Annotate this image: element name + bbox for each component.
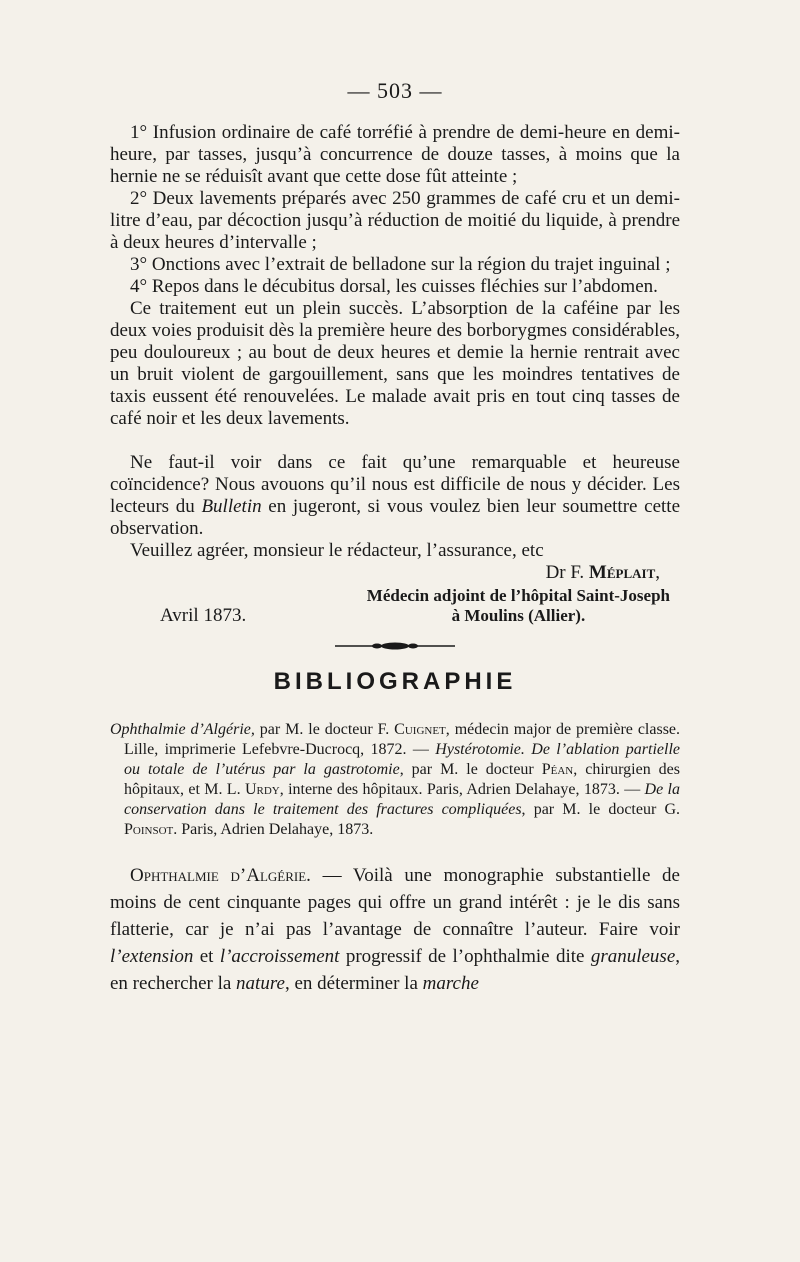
treatment-section — [110, 122, 680, 430]
letter-closing: Veuillez agréer, monsieur le rédacteur, l’assurance, etc — [130, 540, 544, 561]
book-title: De la conservation dans le traitement des fractures compliquées — [124, 781, 680, 818]
letter-date: Avril 1873. — [160, 605, 247, 626]
signature-name: Dr F. Méplait, — [545, 562, 660, 583]
page-number: — 503 — — [347, 78, 443, 103]
book-title: Hystérotomie. De l’ablation partielle ou totale de l’utérus par la gastrotomie — [124, 741, 680, 778]
remedy-2: 2° Deux lavements préparés avec 250 grammes de café cru et un demi-litre d’eau, par décoction jusqu’à réduction de moitié du liquide, à prendre à deux heures d’intervalle ; — [110, 188, 680, 253]
review-section — [110, 862, 680, 997]
signature-block — [110, 586, 680, 626]
bulletin-title: Bulletin — [201, 496, 262, 517]
bibliography-list — [110, 720, 680, 840]
author-affiliation: Médecin adjoint de l’hôpital Saint-Joseph à Moulins (Allier). — [366, 586, 670, 625]
ornament-divider — [335, 642, 455, 650]
section-title: BIBLIOGRAPHIE — [273, 668, 517, 695]
remedy-4: 4° Repos dans le décubitus dorsal, les cuisses fléchies sur l’abdomen. — [130, 276, 658, 297]
bibliography-entry: Ophthalmie d’Algérie, par M. le docteur F. Cuignet, médecin major de première classe. Lille, imprimerie Lefebvre-Ducrocq, 1872. — Hystérotomie. De l’ablation partielle ou totale de l’utérus par la gastrotomie, par M. le docteur Péan, chirurgien des hôpitaux, et M. L. Urdy, interne des hôpitaux. Paris, Adrien Delahaye, 1873. — De la conservation dans le traitement des fractures compliquées, par M. le docteur G. Poinsot. Paris, Adrien Delahaye, 1873. — [110, 721, 681, 838]
review-paragraph: Ophthalmie d’Algérie. — Voilà une monographie substantielle de moins de cent cinquante pages qui offre un grand intérêt : je le dis sans flatterie, car je n’ai pas l’avantage de connaître l’auteur. Faire voir l’extension et l’accroissement progressif de l’ophthalmie dite granuleuse, en rechercher la nature, en déterminer la marche — [110, 865, 680, 994]
letter-paragraph: Ne faut-il voir dans ce fait qu’une remarquable et heureuse coïncidence? Nous avouons qu’il nous est difficile de nous y décider. Les lecteurs du Bulletin en jugeront, si vous voulez bien leur soumettre cette observation. — [110, 452, 681, 539]
remedy-3: 3° Onctions avec l’extrait de belladone sur la région du trajet inguinal ; — [130, 254, 671, 275]
treatment-result: Ce traitement eut un plein succès. L’absorption de la caféine par les deux voies produisit dès la première heure des borborygmes considérables, peu douloureux ; au bout de deux heures et demie la hernie rentrait avec un bruit violent de gargouillement, sans que les moindres tentatives de taxis eussent été renouvelées. Le malade avait pris en tout cinq tasses de café noir et les deux lavements. — [110, 298, 680, 429]
book-page — [110, 78, 680, 997]
author-name: Méplait — [588, 562, 656, 583]
review-heading: Ophthalmie d’Algérie. — [130, 865, 311, 886]
book-title: Ophthalmie d’Algérie, — [110, 721, 255, 738]
remedy-1: 1° Infusion ordinaire de café torréfié à prendre de demi-heure en demi-heure, par tasses, jusqu’à concurrence de douze tasses, à moins que la hernie ne se réduisît avant que cette dose fût atteinte ; — [110, 122, 680, 187]
